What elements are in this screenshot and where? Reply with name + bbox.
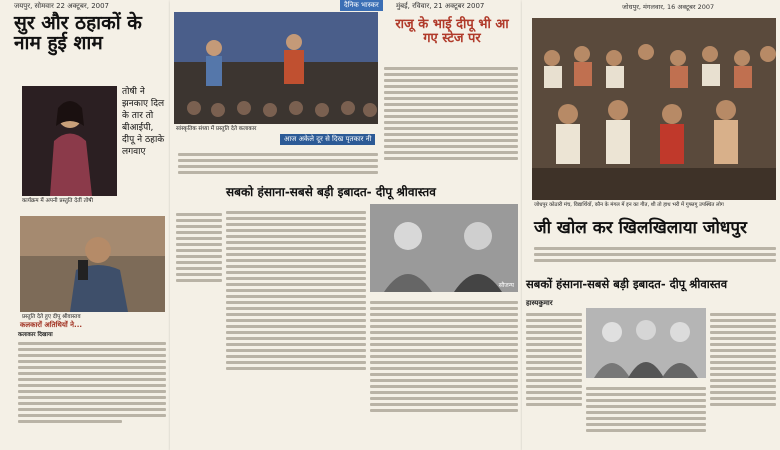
masthead-band: दैनिक भास्कर xyxy=(340,0,383,11)
photo-stage-performers xyxy=(174,12,378,124)
photo-tag: सौजन्य xyxy=(498,282,514,289)
article-body xyxy=(176,210,222,285)
dateline: मुंबई, रविवार, 21 अक्टूबर 2007 xyxy=(396,2,485,10)
article-body xyxy=(534,244,776,265)
photo-comedian xyxy=(20,216,165,312)
photo-caption: प्रस्तुति देते हुए दीपू श्रीवास्तव xyxy=(22,314,81,320)
headline: सुर और ठहाकों के नाम हुई शाम xyxy=(14,12,142,54)
dateline: जयपुर, सोमवार 22 अक्टूबर, 2007 xyxy=(14,2,110,10)
article-body xyxy=(18,332,166,426)
subhead: कलकारों अतिथियों ने... xyxy=(20,321,83,329)
photo-portraits xyxy=(370,204,518,292)
article-body xyxy=(586,384,706,435)
photo-group-portraits xyxy=(586,308,706,378)
article-body xyxy=(526,310,582,409)
caption-band: आज अकेले दूर से दिख पृतकार नी xyxy=(280,134,375,145)
photo-caption: कार्यक्रम में अपनी प्रस्तुति देतीं तोषी xyxy=(22,198,93,204)
photo-caption: सांस्कृतिक संध्या में प्रस्तुति देते कलाकार xyxy=(176,126,257,132)
newspaper-clipping-left xyxy=(0,0,170,450)
headline: राजू के भाई दीपू भी आ गए स्टेज पर xyxy=(395,17,509,46)
side-quote: तोषी ने झनकाए दिल के तार तो बीआईपी, दीपू ने ठहाके लगवाए xyxy=(122,87,165,157)
photo-audience xyxy=(532,18,776,200)
headline-main: सबको हंसाना-सबसे बड़ी इबादत- दीपू श्रीवास्तव xyxy=(226,185,436,199)
article-body xyxy=(710,310,776,409)
newspaper-clipping-right xyxy=(522,0,780,450)
dateline: जोधपुर, मंगलवार, 16 अक्टूबर 2007 xyxy=(622,3,715,11)
article-body xyxy=(178,150,378,177)
body-start: कलाकार दिखाया xyxy=(18,332,53,338)
photo-singer xyxy=(22,86,117,196)
article-body xyxy=(384,64,518,163)
photo-caption: जोधपुर कोठारी मंच, विद्यार्थियों, कौन के मंगल में इन का गीत, शी तो हाथ भरी में गुफ्तगू उपस्थित लोग xyxy=(534,202,724,208)
subhead: सबकों हंसाना-सबसे बड़ी इबादत- दीपू श्रीवास्तव xyxy=(526,277,728,291)
newspaper-clipping-middle xyxy=(170,0,522,450)
credit: हास्यकुमार xyxy=(526,299,553,307)
article-body xyxy=(370,298,518,415)
headline: जी खोल कर खिलखिलाया जोधपुर xyxy=(534,218,747,238)
article-body xyxy=(226,208,366,373)
